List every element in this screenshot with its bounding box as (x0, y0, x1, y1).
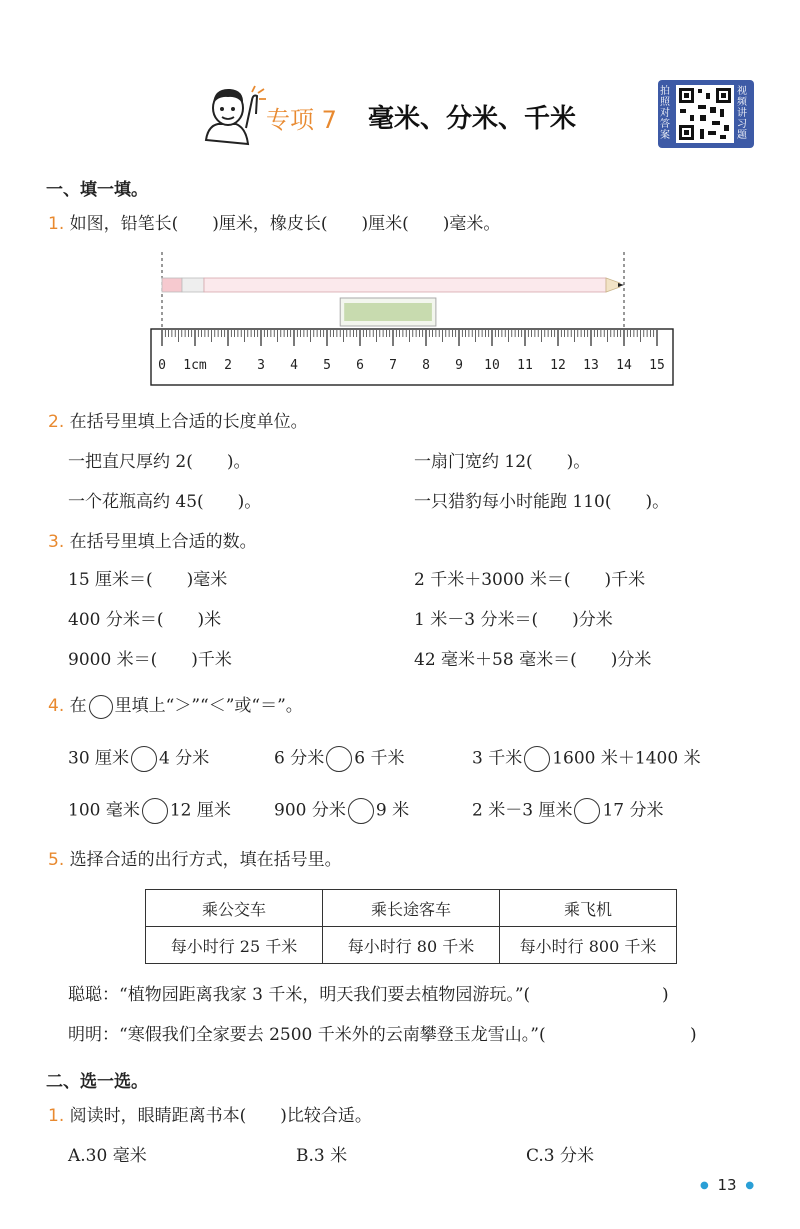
question-text-before: 在 (69, 696, 87, 716)
compare-left: 30 厘米 (68, 748, 130, 769)
question-text: 在括号里填上合适的数。 (69, 532, 257, 552)
q3-item: 1 米－3 分米＝( )分米 (414, 610, 613, 630)
question-number: 1. (48, 214, 65, 234)
answer-circle[interactable] (524, 746, 550, 772)
answer-circle (89, 695, 113, 719)
compare-item (274, 746, 404, 772)
pencil-lead (618, 283, 624, 287)
qr-left-label: 拍照对答案 (660, 86, 670, 141)
q5-statement-2: 明明：“寒假我们全家要去 2500 千米外的云南攀登玉龙雪山。”( (68, 1025, 546, 1045)
option-a[interactable]: A.30 毫米 (68, 1146, 147, 1166)
q5-answer-close: ) (662, 985, 669, 1005)
question-number: 5. (48, 850, 65, 870)
compare-item (68, 746, 209, 772)
dot-icon: ● (700, 1180, 709, 1191)
compare-right: 17 分米 (602, 800, 664, 821)
q2-item: 一只猎豹每小时能跑 110( )。 (414, 492, 670, 512)
qr-right-label: 视频讲习题 (737, 86, 747, 141)
boy-mascot-icon (200, 84, 268, 150)
question-1 (48, 212, 500, 236)
ruler-tick-label: 0 (158, 358, 166, 373)
q5-answer-close: ) (690, 1025, 697, 1045)
question-number: 1. (48, 1106, 65, 1126)
compare-left: 100 毫米 (68, 800, 140, 821)
ruler-tick-label: 15 (649, 358, 665, 373)
qr-badge[interactable] (658, 80, 754, 148)
compare-left: 6 分米 (274, 748, 325, 769)
question-number: 2. (48, 412, 65, 432)
ruler-tick-label: 14 (616, 358, 632, 373)
ruler-tick-label: 9 (455, 358, 463, 373)
ruler-svg (150, 250, 680, 390)
pencil-eraser-cap (162, 278, 182, 292)
question-text: 阅读时，眼睛距离书本( )比较合适。 (69, 1106, 372, 1126)
table-header-cell: 乘长途客车 (323, 890, 500, 927)
dot-icon: ● (745, 1180, 755, 1191)
ruler-tick-label: 8 (422, 358, 430, 373)
table-cell: 每小时行 80 千米 (323, 927, 500, 964)
q2-item: 一个花瓶高约 45( )。 (68, 492, 262, 512)
section-2-title: 二、选一选。 (46, 1072, 148, 1092)
compare-item (472, 746, 701, 772)
answer-circle[interactable] (348, 798, 374, 824)
compare-item (472, 798, 664, 824)
table-header-cell: 乘公交车 (146, 890, 323, 927)
compare-left: 900 分米 (274, 800, 346, 821)
pencil-tip (606, 278, 620, 292)
option-b[interactable]: B.3 米 (296, 1146, 348, 1166)
question-3 (48, 530, 257, 554)
compare-left: 3 千米 (472, 748, 523, 769)
ruler-tick-label: 6 (356, 358, 364, 373)
ruler-tick-label: 10 (484, 358, 500, 373)
eraser-label (344, 303, 432, 321)
compare-right: 9 米 (375, 800, 410, 821)
compare-right: 12 厘米 (169, 800, 231, 821)
ruler-body (151, 329, 673, 385)
ruler-diagram (150, 250, 680, 390)
table-cell: 每小时行 25 千米 (146, 927, 323, 964)
answer-circle[interactable] (574, 798, 600, 824)
q5-statement-1: 聪聪：“植物园距离我家 3 千米，明天我们要去植物园游玩。”( (68, 985, 531, 1005)
ruler-tick-label: 7 (389, 358, 397, 373)
ruler-tick-label: 13 (583, 358, 599, 373)
compare-left: 2 米－3 厘米 (472, 800, 573, 821)
compare-right: 4 分米 (159, 748, 210, 769)
question-text-after: 里填上“＞”“＜”或“＝”。 (114, 696, 303, 716)
table-header-cell: 乘飞机 (500, 890, 677, 927)
answer-circle[interactable] (131, 746, 157, 772)
section-1-title: 一、填一填。 (46, 180, 148, 200)
header (0, 80, 800, 160)
compare-right: 1600 米＋1400 米 (552, 748, 701, 769)
q3-item: 9000 米＝( )千米 (68, 650, 232, 670)
q3-item: 42 毫米＋58 毫米＝( )分米 (414, 650, 652, 670)
qr-code-icon (676, 85, 734, 143)
page-title: 毫米、分米、千米 (368, 104, 577, 134)
question-number: 3. (48, 532, 65, 552)
transport-table (145, 889, 677, 964)
q3-item: 2 千米＋3000 米＝( )千米 (414, 570, 646, 590)
option-c[interactable]: C.3 分米 (526, 1146, 595, 1166)
question-number: 4. (48, 696, 65, 716)
question-text: 选择合适的出行方式，填在括号里。 (69, 850, 342, 870)
q3-item: 15 厘米＝( )毫米 (68, 570, 228, 590)
ruler-tick-label: 3 (257, 358, 265, 373)
compare-item (68, 798, 231, 824)
page-number: 13 (717, 1176, 737, 1194)
q2-item: 一扇门宽约 12( )。 (414, 452, 591, 472)
question-text: 在括号里填上合适的长度单位。 (69, 412, 308, 432)
question-2 (48, 410, 308, 434)
ruler-tick-label: 4 (290, 358, 298, 373)
page-footer (700, 1176, 754, 1194)
question-5 (48, 848, 342, 872)
pencil-ferrule (182, 278, 204, 292)
answer-circle[interactable] (326, 746, 352, 772)
question-6 (48, 1104, 372, 1128)
question-4 (48, 694, 303, 719)
pencil-body (204, 278, 606, 292)
question-text: 如图，铅笔长( )厘米，橡皮长( )厘米( )毫米。 (69, 214, 501, 234)
answer-circle[interactable] (142, 798, 168, 824)
q3-item: 400 分米＝( )米 (68, 610, 222, 630)
ruler-tick-label: 1cm (183, 358, 207, 373)
ruler-tick-label: 11 (517, 358, 533, 373)
compare-right: 6 千米 (354, 748, 405, 769)
ruler-tick-label: 12 (550, 358, 566, 373)
ruler-tick-label: 2 (224, 358, 232, 373)
compare-item (274, 798, 409, 824)
table-row (146, 927, 677, 964)
table-row (146, 890, 677, 927)
topic-tag: 专项 7 (266, 106, 337, 134)
table-cell: 每小时行 800 千米 (500, 927, 677, 964)
ruler-tick-label: 5 (323, 358, 331, 373)
q2-item: 一把直尺厚约 2( )。 (68, 452, 251, 472)
